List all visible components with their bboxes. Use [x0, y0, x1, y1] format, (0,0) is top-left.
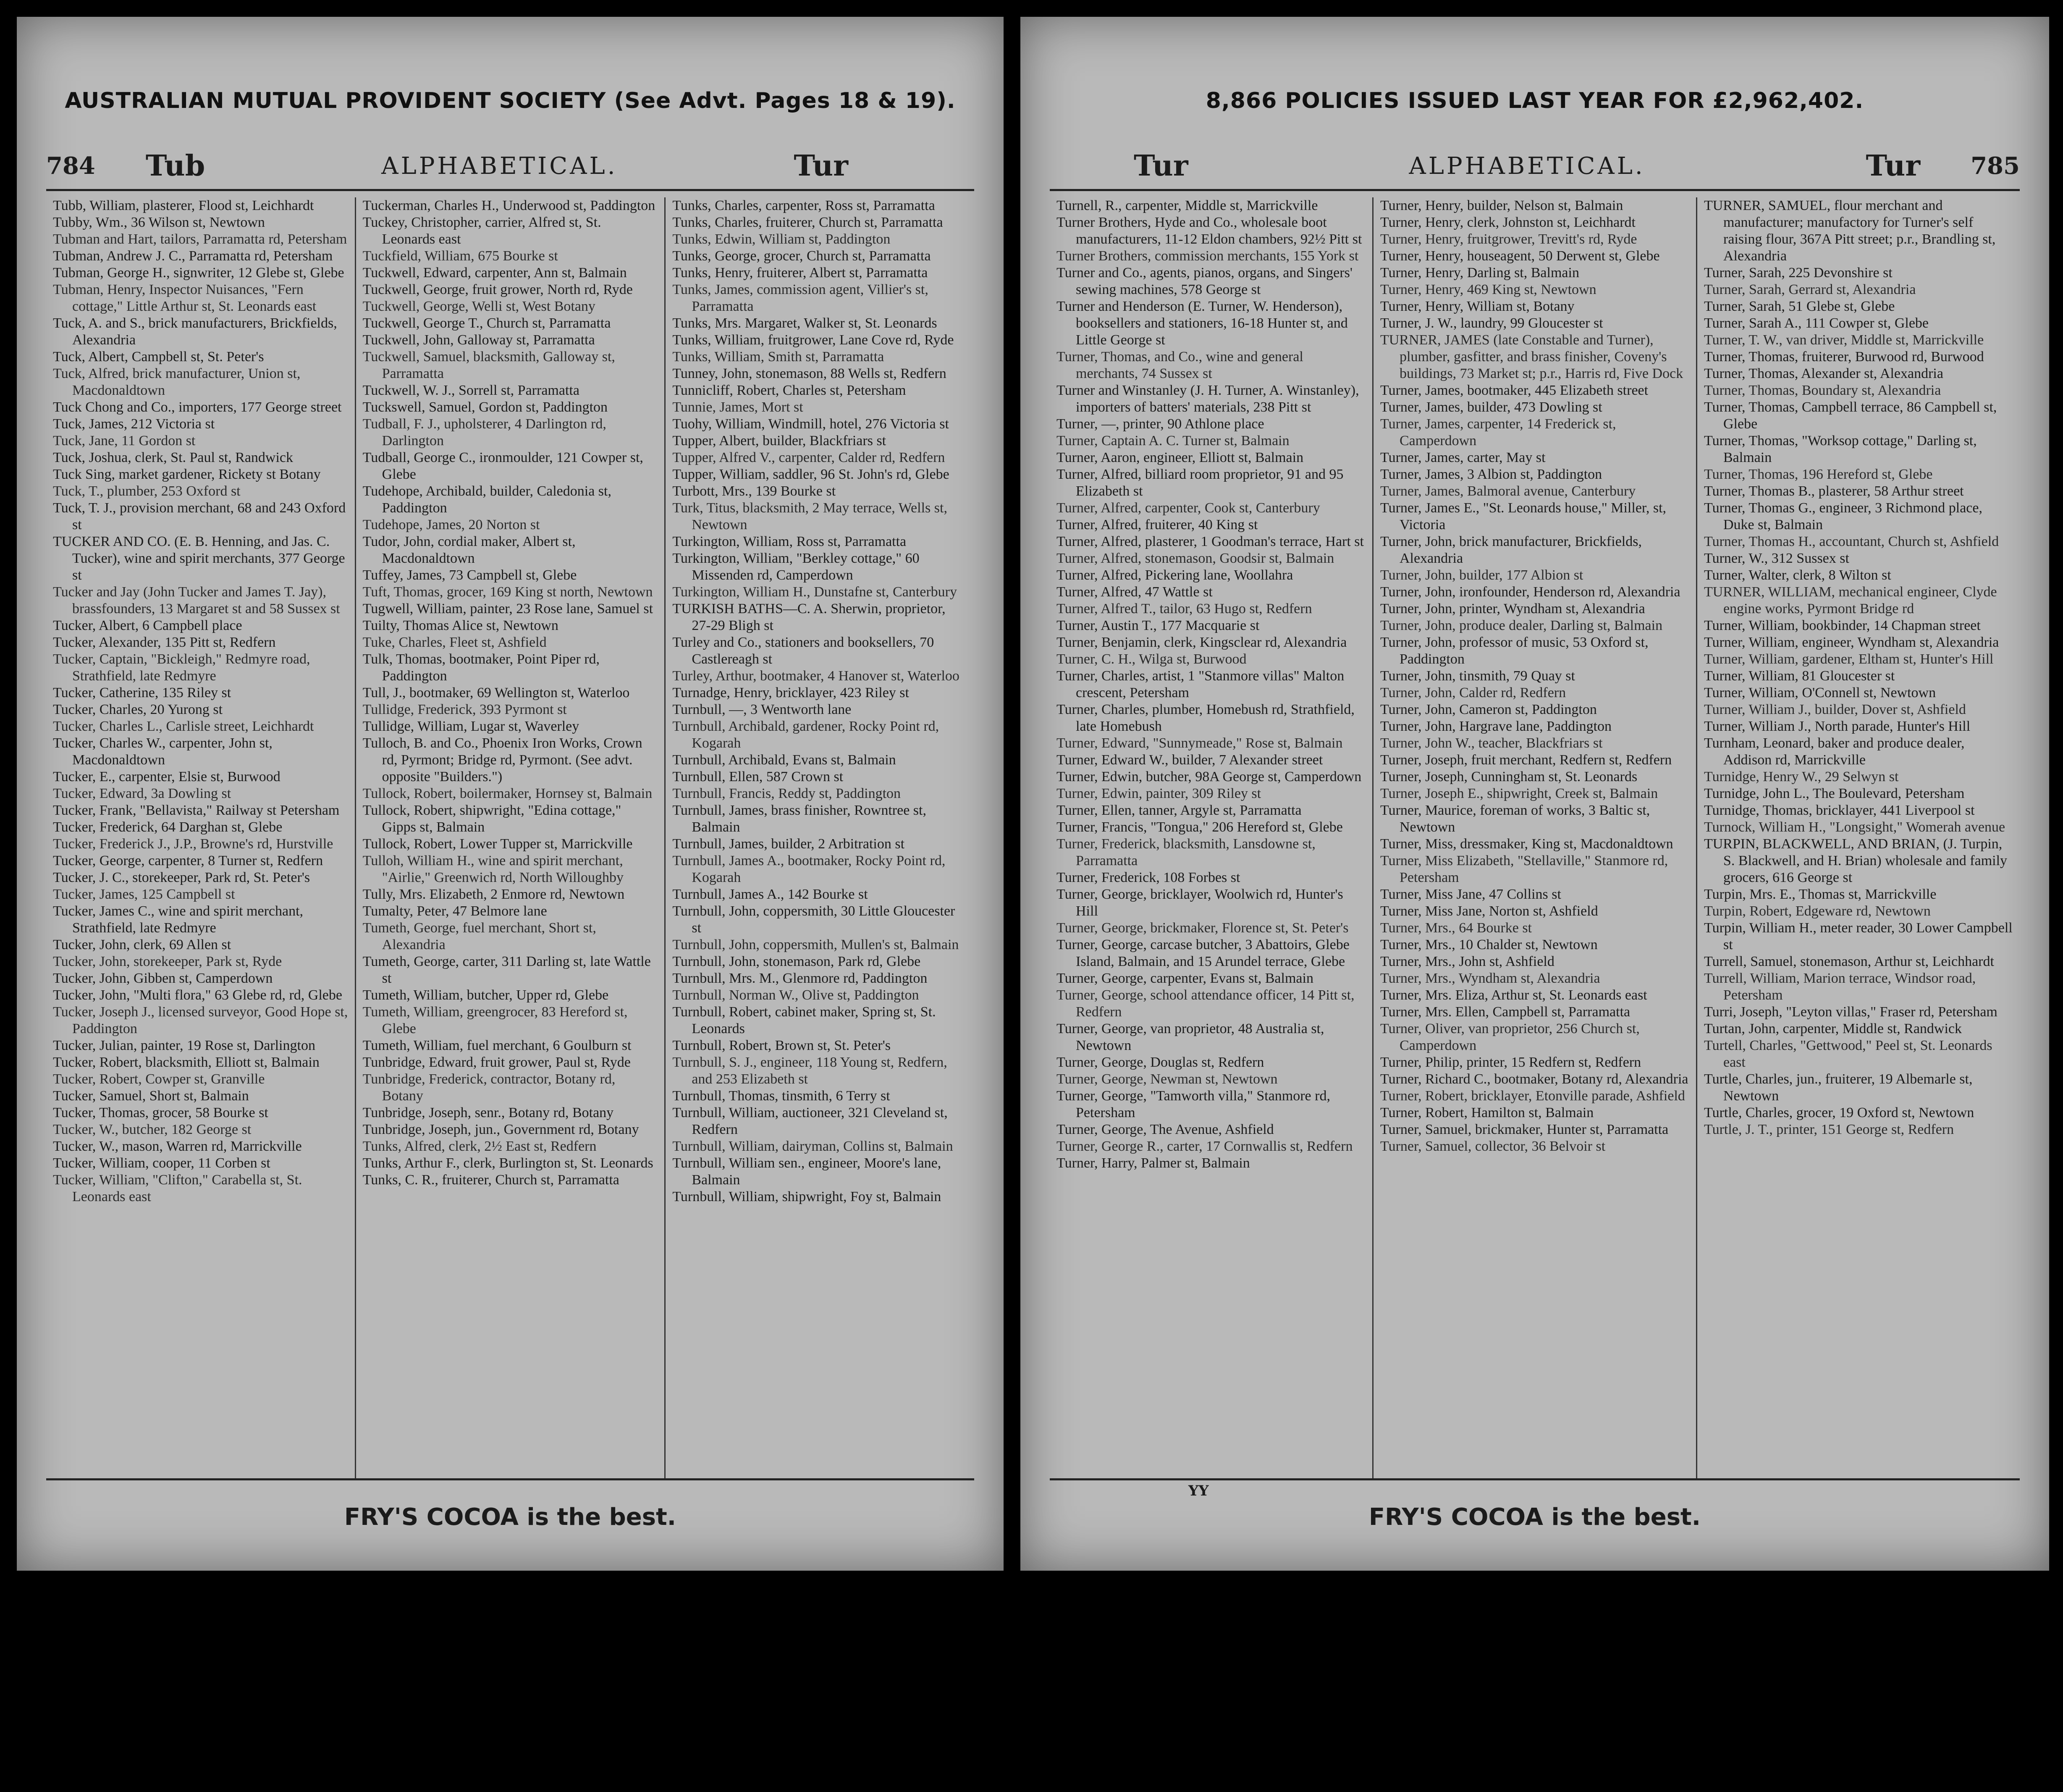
directory-entry: Turner, George, school attendance officer, 14 Pitt st, Redfern: [1056, 987, 1355, 1020]
left-page-number: 784: [46, 152, 95, 180]
directory-entry: Turnidge, Henry W., 29 Selwyn st: [1704, 769, 1899, 784]
directory-entry: Turner, William J., North parade, Hunter's Hill: [1704, 719, 1971, 734]
directory-entry: Turner, W., 312 Sussex st: [1704, 551, 1849, 566]
directory-entry: Turner, J. W., laundry, 99 Gloucester st: [1380, 315, 1603, 331]
directory-entry: Tubman, Andrew J. C., Parramatta rd, Petersham: [53, 248, 333, 264]
directory-entry: Tucker, Joseph J., licensed surveyor, Good Hope st, Paddington: [53, 1004, 348, 1036]
directory-entry: Tully, Mrs. Elizabeth, 2 Enmore rd, Newtown: [362, 887, 625, 902]
directory-entry: Tulloch, B. and Co., Phoenix Iron Works, Crown rd, Pyrmont; Bridge rd, Pyrmont. (See advt. opposite "Builders."): [362, 735, 642, 784]
directory-entry: Turner, John, tinsmith, 79 Quay st: [1380, 668, 1575, 684]
directory-entry: Tudball, George C., ironmoulder, 121 Cowper st, Glebe: [362, 450, 643, 482]
directory-entry: TURKISH BATHS—C. A. Sherwin, proprietor, 27-29 Bligh st: [672, 601, 946, 633]
left-catchword-last: Tur: [794, 149, 848, 183]
directory-entry: Tunks, Arthur F., clerk, Burlington st, St. Leonards: [362, 1155, 653, 1171]
directory-entry: Tudball, F. J., upholsterer, 4 Darlington rd, Darlington: [362, 416, 606, 449]
directory-entry: Turri, Joseph, "Leyton villas," Fraser rd, Petersham: [1704, 1004, 1997, 1020]
directory-entry: Turner, George R., carter, 17 Cornwallis st, Redfern: [1056, 1139, 1353, 1154]
directory-entry: Turner, Captain A. C. Turner st, Balmain: [1056, 433, 1290, 449]
directory-entry: Turner, C. H., Wilga st, Burwood: [1056, 651, 1247, 667]
directory-entry: Turner, Philip, printer, 15 Redfern st, Redfern: [1380, 1055, 1641, 1070]
directory-entry: Turner, Mrs. Eliza, Arthur st, St. Leonards east: [1380, 987, 1647, 1003]
directory-entry: Tullock, Robert, boilermaker, Hornsey st, Balmain: [362, 786, 653, 801]
directory-entry: Tunks, C. R., fruiterer, Church st, Parramatta: [362, 1172, 619, 1188]
directory-entry: TUCKER AND CO. (E. B. Henning, and Jas. C. Tucker), wine and spirit merchants, 377 George st: [53, 534, 345, 583]
directory-entry: Turner, Miss Jane, Norton st, Ashfield: [1380, 903, 1598, 919]
left-running-head: [46, 143, 974, 191]
directory-entry: Tunbridge, Joseph, senr., Botany rd, Botany: [362, 1105, 614, 1120]
directory-entry: Turner, John, builder, 177 Albion st: [1380, 567, 1583, 583]
directory-entry: Turner, James, builder, 473 Dowling st: [1380, 399, 1602, 415]
directory-entry: Tuilty, Thomas Alice st, Newtown: [362, 618, 558, 633]
directory-entry: Tuckwell, W. J., Sorrell st, Parramatta: [362, 383, 579, 398]
directory-entry: Turner, Joseph, Cunningham st, St. Leonards: [1380, 769, 1638, 784]
directory-entry: Tucker, Alexander, 135 Pitt st, Redfern: [53, 635, 276, 650]
directory-entry: Tunks, Charles, fruiterer, Church st, Parramatta: [672, 215, 943, 230]
directory-entry: Turner, George, Douglas st, Redfern: [1056, 1055, 1264, 1070]
right-column-1: [1050, 197, 1372, 1478]
right-running-head: [1050, 143, 2020, 191]
directory-entry: Turner, Sarah, 51 Glebe st, Glebe: [1704, 299, 1895, 314]
directory-entry: Tucker, Robert, Cowper st, Granville: [53, 1071, 265, 1087]
directory-entry: Tunks, William, Smith st, Parramatta: [672, 349, 884, 365]
directory-entry: Tuck Sing, market gardener, Rickety st Botany: [53, 467, 321, 482]
directory-entry: Turner, Mrs., Wyndham st, Alexandria: [1380, 971, 1600, 986]
directory-entry: Turnbull, James, builder, 2 Arbitration st: [672, 836, 905, 852]
directory-entry: Turner, William, O'Connell st, Newtown: [1704, 685, 1936, 701]
directory-entry: TURNER, WILLIAM, mechanical engineer, Clyde engine works, Pyrmont Bridge rd: [1704, 584, 1997, 617]
left-section-title: ALPHABETICAL.: [381, 152, 618, 180]
directory-entry: Turner, Frederick, 108 Forbes st: [1056, 870, 1240, 885]
directory-entry: Turnbull, —, 3 Wentworth lane: [672, 702, 852, 717]
directory-entry: Tulloh, William H., wine and spirit merchant, "Airlie," Greenwich rd, North Willoughby: [362, 853, 624, 885]
directory-entry: Turner, John W., teacher, Blackfriars st: [1380, 735, 1603, 751]
directory-entry: Turner, Henry, fruitgrower, Trevitt's rd, Ryde: [1380, 231, 1637, 247]
directory-entry: Tucker, Charles W., carpenter, John st, Macdonaldtown: [53, 735, 273, 768]
directory-entry: Turner, Henry, clerk, Johnston st, Leichhardt: [1380, 215, 1636, 230]
directory-entry: Tucker, James C., wine and spirit merchant, Strathfield, late Redmyre: [53, 903, 304, 936]
directory-entry: Turner, George, brickmaker, Florence st, St. Peter's: [1056, 920, 1349, 936]
directory-entry: Turner, Francis, "Tongua," 206 Hereford st, Glebe: [1056, 819, 1343, 835]
directory-entry: Tucker, Robert, blacksmith, Elliott st, Balmain: [53, 1055, 320, 1070]
directory-entry: Tucker, Frederick J., J.P., Browne's rd, Hurstville: [53, 836, 333, 852]
directory-entry: Tunks, Alfred, clerk, 2½ East st, Redfern: [362, 1139, 597, 1154]
directory-entry: Turner, Mrs., 10 Chalder st, Newtown: [1380, 937, 1598, 952]
directory-entry: Tull, J., bootmaker, 69 Wellington st, Waterloo: [362, 685, 630, 701]
directory-entry: Turner, Joseph, fruit merchant, Redfern st, Redfern: [1380, 752, 1672, 768]
right-column-3: [1696, 197, 2020, 1478]
directory-entry: Tupper, Alfred V., carpenter, Calder rd, Redfern: [672, 450, 945, 465]
directory-entry: Turley and Co., stationers and booksellers, 70 Castlereagh st: [672, 635, 934, 667]
directory-entry: Turner, Frederick, blacksmith, Lansdowne st, Parramatta: [1056, 836, 1316, 868]
left-catchword-first: Tub: [145, 149, 205, 183]
directory-entry: Tuckwell, Edward, carpenter, Ann st, Balmain: [362, 265, 627, 281]
directory-entry: TURNER, SAMUEL, flour merchant and manufacturer; manufactory for Turner's self raising flour, 367A Pitt street; p.r., Brandling st, Alexandria: [1704, 198, 1996, 264]
directory-entry: Tudehope, Archibald, builder, Caledonia st, Paddington: [362, 483, 611, 516]
directory-entry: Tumeth, George, fuel merchant, Short st, Alexandria: [362, 920, 596, 952]
right-column-2: [1372, 197, 1696, 1478]
directory-entry: Turner, George, carpenter, Evans st, Balmain: [1056, 971, 1313, 986]
directory-entry: Tunbridge, Joseph, jun., Government rd, Botany: [362, 1122, 639, 1137]
directory-entry: Turner, Miss, dressmaker, King st, Macdonaldtown: [1380, 836, 1673, 852]
directory-entry: Turner, Austin T., 177 Macquarie st: [1056, 618, 1260, 633]
directory-entry: Turner, Mrs. Ellen, Campbell st, Parramatta: [1380, 1004, 1630, 1020]
directory-entry: Turner, Alfred, Pickering lane, Woollahra: [1056, 567, 1293, 583]
directory-entry: Turner, Thomas, Alexander st, Alexandria: [1704, 366, 1943, 381]
directory-entry: Turner, George, carcase butcher, 3 Abattoirs, Glebe Island, Balmain, and 15 Arundel terrace, Glebe: [1056, 937, 1350, 969]
directory-entry: Turnbull, James, brass finisher, Rowntree st, Balmain: [672, 803, 926, 835]
directory-entry: Tupper, William, saddler, 96 St. John's rd, Glebe: [672, 467, 949, 482]
directory-entry: Turner, John, Hargrave lane, Paddington: [1380, 719, 1612, 734]
directory-entry: Turner, George, Newman st, Newtown: [1056, 1071, 1278, 1087]
directory-entry: Turner, James, 3 Albion st, Paddington: [1380, 467, 1602, 482]
directory-entry: Tullidge, Frederick, 393 Pyrmont st: [362, 702, 567, 717]
directory-entry: Tuckey, Christopher, carrier, Alfred st, St. Leonards east: [362, 215, 601, 247]
directory-entry: Turk, Titus, blacksmith, 2 May terrace, Wells st, Newtown: [672, 500, 947, 533]
directory-entry: Turner, Walter, clerk, 8 Wilton st: [1704, 567, 1891, 583]
directory-entry: Turner, Alfred, plasterer, 1 Goodman's terrace, Hart st: [1056, 534, 1364, 549]
directory-entry: Tunbridge, Edward, fruit grower, Paul st, Ryde: [362, 1055, 631, 1070]
directory-entry: Turner, James E., "St. Leonards house," Miller, st, Victoria: [1380, 500, 1667, 533]
directory-entry: Turner, Mrs., John st, Ashfield: [1380, 954, 1554, 969]
directory-entry: Tuke, Charles, Fleet st, Ashfield: [362, 635, 547, 650]
directory-entry: Tuck, Jane, 11 Gordon st: [53, 433, 196, 449]
left-page: [17, 17, 1004, 1571]
directory-entry: Tucker, John, "Multi flora," 63 Glebe rd, rd, Glebe: [53, 987, 342, 1003]
left-columns: [46, 197, 974, 1480]
directory-entry: Tucker, W., mason, Warren rd, Marrickville: [53, 1139, 302, 1154]
directory-entry: Turner, Thomas, "Worksop cottage," Darling st, Balmain: [1704, 433, 1977, 465]
directory-entry: Tuck, Joshua, clerk, St. Paul st, Randwick: [53, 450, 294, 465]
right-page-number: 785: [1971, 152, 2020, 180]
directory-entry: Turner, Thomas, 196 Hereford st, Glebe: [1704, 467, 1933, 482]
directory-entry: Tucker and Jay (John Tucker and James T. Jay), brassfounders, 13 Margaret st and 58 Sussex st: [53, 584, 340, 617]
directory-entry: Tunnie, James, Mort st: [672, 399, 803, 415]
directory-entry: Turner, Benjamin, clerk, Kingsclear rd, Alexandria: [1056, 635, 1347, 650]
directory-entry: Tucker, Charles L., Carlisle street, Leichhardt: [53, 719, 314, 734]
directory-entry: Tuckfield, William, 675 Bourke st: [362, 248, 558, 264]
directory-entry: Turner, Thomas, fruiterer, Burwood rd, Burwood: [1704, 349, 1984, 365]
directory-entry: Turrell, Samuel, stonemason, Arthur st, Leichhardt: [1704, 954, 1994, 969]
directory-entry: Tucker, J. C., storekeeper, Park rd, St. Peter's: [53, 870, 310, 885]
directory-entry: Tunnicliff, Robert, Charles st, Petersham: [672, 383, 906, 398]
directory-entry: Turnbull, Thomas, tinsmith, 6 Terry st: [672, 1088, 890, 1104]
directory-entry: Turnbull, S. J., engineer, 118 Young st, Redfern, and 253 Elizabeth st: [672, 1055, 947, 1087]
right-banner: 8,866 POLICIES ISSUED LAST YEAR FOR £2,962,402.: [1206, 88, 1864, 113]
directory-entry: Turtan, John, carpenter, Middle st, Randwick: [1704, 1021, 1962, 1036]
directory-entry: Turnbull, Francis, Reddy st, Paddington: [672, 786, 901, 801]
directory-entry: Turner, John, professor of music, 53 Oxford st, Paddington: [1380, 635, 1649, 667]
directory-entry: Turner, Edward, "Sunnymeade," Rose st, Balmain: [1056, 735, 1343, 751]
directory-entry: Turner Brothers, Hyde and Co., wholesale boot manufacturers, 11-12 Eldon chambers, 92½ Pitt st: [1056, 215, 1362, 247]
directory-entry: Turnadge, Henry, bricklayer, 423 Riley st: [672, 685, 909, 701]
directory-entry: Turner, John, Cameron st, Paddington: [1380, 702, 1597, 717]
directory-entry: Turnbull, William, auctioneer, 321 Cleveland st, Redfern: [672, 1105, 948, 1137]
right-catchword-last: Tur: [1866, 149, 1921, 183]
left-banner: AUSTRALIAN MUTUAL PROVIDENT SOCIETY (See Advt. Pages 18 & 19).: [65, 88, 956, 113]
directory-entry: Tuck, T. J., provision merchant, 68 and 243 Oxford st: [53, 500, 346, 533]
directory-entry: Tumeth, William, greengrocer, 83 Hereford st, Glebe: [362, 1004, 628, 1036]
directory-entry: Tubman, George H., signwriter, 12 Glebe st, Glebe: [53, 265, 344, 281]
directory-entry: Tunney, John, stonemason, 88 Wells st, Redfern: [672, 366, 946, 381]
directory-entry: Turner, Thomas, and Co., wine and general merchants, 74 Sussex st: [1056, 349, 1303, 381]
directory-entry: Tulk, Thomas, bootmaker, Point Piper rd, Paddington: [362, 651, 600, 684]
directory-entry: Tucker, William, cooper, 11 Corben st: [53, 1155, 270, 1171]
right-catchword-first: Tur: [1134, 149, 1188, 183]
directory-entry: Tunks, Henry, fruiterer, Albert st, Parramatta: [672, 265, 928, 281]
directory-entry: Tucker, Catherine, 135 Riley st: [53, 685, 231, 701]
left-column-1: [46, 197, 355, 1478]
directory-entry: Turner, Edwin, butcher, 98A George st, Camperdown: [1056, 769, 1362, 784]
directory-entry: Tucker, John, Gibben st, Camperdown: [53, 971, 273, 986]
directory-entry: Turner, William, gardener, Eltham st, Hunter's Hill: [1704, 651, 1994, 667]
directory-entry: Tuckswell, Samuel, Gordon st, Paddington: [362, 399, 608, 415]
directory-entry: Tuck, Alfred, brick manufacturer, Union st, Macdonaldtown: [53, 366, 301, 398]
directory-entry: Tuffey, James, 73 Campbell st, Glebe: [362, 567, 577, 583]
directory-entry: Tucker, E., carpenter, Elsie st, Burwood: [53, 769, 280, 784]
directory-entry: Turner, Maurice, foreman of works, 3 Baltic st, Newtown: [1380, 803, 1650, 835]
directory-entry: Turner, George, "Tamworth villa," Stanmore rd, Petersham: [1056, 1088, 1330, 1120]
directory-entry: Turner, Sarah, 225 Devonshire st: [1704, 265, 1893, 281]
directory-entry: Tucker, James, 125 Campbell st: [53, 887, 235, 902]
directory-entry: Tumeth, George, carter, 311 Darling st, late Wattle st: [362, 954, 651, 986]
right-section-title: ALPHABETICAL.: [1409, 152, 1645, 180]
directory-entry: Turnbull, William, shipwright, Foy st, Balmain: [672, 1189, 941, 1204]
directory-entry: Turnock, William H., "Longsight," Womerah avenue: [1704, 819, 2005, 835]
directory-entry: Turnbull, James A., bootmaker, Rocky Point rd, Kogarah: [672, 853, 946, 885]
directory-entry: Tunks, Charles, carpenter, Ross st, Parramatta: [672, 198, 935, 213]
directory-entry: Turnbull, Mrs. M., Glenmore rd, Paddington: [672, 971, 928, 986]
directory-entry: Tunbridge, Frederick, contractor, Botany rd, Botany: [362, 1071, 616, 1104]
directory-entry: Tunks, Edwin, William st, Paddington: [672, 231, 891, 247]
directory-entry: Turner, Samuel, brickmaker, Hunter st, Parramatta: [1380, 1122, 1669, 1137]
directory-entry: Turner, Joseph E., shipwright, Creek st, Balmain: [1380, 786, 1658, 801]
directory-entry: Turner, Sarah A., 111 Cowper st, Glebe: [1704, 315, 1929, 331]
directory-entry: Tunks, George, grocer, Church st, Parramatta: [672, 248, 931, 264]
directory-entry: Turner, William, 81 Gloucester st: [1704, 668, 1895, 684]
directory-entry: Turner, Ellen, tanner, Argyle st, Parramatta: [1056, 803, 1302, 818]
directory-entry: Turner, Edward W., builder, 7 Alexander street: [1056, 752, 1323, 768]
directory-entry: Tudor, John, cordial maker, Albert st, Macdonaldtown: [362, 534, 576, 566]
directory-entry: Turnbull, Robert, Brown st, St. Peter's: [672, 1038, 891, 1053]
directory-entry: Tuck, James, 212 Victoria st: [53, 416, 215, 432]
directory-entry: TURPIN, BLACKWELL, AND BRIAN, (J. Turpin, S. Blackwell, and H. Brian) wholesale and family grocers, 616 George st: [1704, 836, 2008, 885]
directory-entry: Tumeth, William, butcher, Upper rd, Glebe: [362, 987, 609, 1003]
left-column-3: [664, 197, 974, 1478]
directory-entry: Tucker, Thomas, grocer, 58 Bourke st: [53, 1105, 268, 1120]
directory-entry: Turner, George, van proprietor, 48 Australia st, Newtown: [1056, 1021, 1324, 1053]
directory-entry: Turner, William J., builder, Dover st, Ashfield: [1704, 702, 1966, 717]
directory-entry: Turner, Henry, houseagent, 50 Derwent st, Glebe: [1380, 248, 1660, 264]
directory-entry: Turnham, Leonard, baker and produce dealer, Addison rd, Marrickville: [1704, 735, 1965, 768]
directory-entry: Tumeth, William, fuel merchant, 6 Goulburn st: [362, 1038, 632, 1053]
directory-entry: Turnell, R., carpenter, Middle st, Marrickville: [1056, 198, 1318, 213]
directory-entry: Turner, John, ironfounder, Henderson rd, Alexandria: [1380, 584, 1680, 600]
directory-entry: Turner, James, carter, May st: [1380, 450, 1546, 465]
directory-entry: Turtle, J. T., printer, 151 George st, Redfern: [1704, 1122, 1954, 1137]
right-columns: [1050, 197, 2020, 1480]
directory-entry: Tubman and Hart, tailors, Parramatta rd, Petersham: [53, 231, 347, 247]
directory-entry: Turnbull, Norman W., Olive st, Paddington: [672, 987, 919, 1003]
directory-entry: Turnbull, William, dairyman, Collins st, Balmain: [672, 1139, 953, 1154]
directory-entry: Tucker, Charles, 20 Yurong st: [53, 702, 223, 717]
directory-entry: Turner, Charles, artist, 1 "Stanmore villas" Malton crescent, Petersham: [1056, 668, 1345, 701]
directory-entry: Turnidge, Thomas, bricklayer, 441 Liverpool st: [1704, 803, 1975, 818]
directory-entry: Turner, Henry, William st, Botany: [1380, 299, 1575, 314]
directory-entry: Tucker, Frederick, 64 Darghan st, Glebe: [53, 819, 283, 835]
directory-entry: Turner, Robert, bricklayer, Etonville parade, Ashfield: [1380, 1088, 1685, 1104]
directory-entry: Turner, John, produce dealer, Darling st, Balmain: [1380, 618, 1663, 633]
directory-entry: Tupper, Albert, builder, Blackfriars st: [672, 433, 886, 449]
directory-entry: Turtle, Charles, grocer, 19 Oxford st, Newtown: [1704, 1105, 1974, 1120]
directory-entry: Tullock, Robert, shipwright, "Edina cottage," Gipps st, Balmain: [362, 803, 621, 835]
directory-entry: Turner, Thomas, Campbell terrace, 86 Campbell st, Glebe: [1704, 399, 1997, 432]
directory-entry: Turnbull, William sen., engineer, Moore's lane, Balmain: [672, 1155, 941, 1188]
directory-entry: Turner, Oliver, van proprietor, 256 Church st, Camperdown: [1380, 1021, 1640, 1053]
right-footer-ad: FRY'S COCOA is the best.: [1368, 1503, 1701, 1531]
directory-entry: Turner, John, printer, Wyndham st, Alexandria: [1380, 601, 1645, 617]
directory-entry: Tuck, Albert, Campbell st, St. Peter's: [53, 349, 264, 365]
directory-entry: Tunks, James, commission agent, Villier's st, Parramatta: [672, 282, 928, 314]
directory-entry: Tuft, Thomas, grocer, 169 King st north, Newtown: [362, 584, 653, 600]
directory-entry: Tucker, Samuel, Short st, Balmain: [53, 1088, 249, 1104]
directory-entry: Turner, Alfred, billiard room proprietor, 91 and 95 Elizabeth st: [1056, 467, 1344, 499]
directory-entry: Tucker, John, clerk, 69 Allen st: [53, 937, 231, 952]
directory-entry: Turner, George, The Avenue, Ashfield: [1056, 1122, 1274, 1137]
directory-entry: Turner, Thomas G., engineer, 3 Richmond place, Duke st, Balmain: [1704, 500, 1982, 533]
directory-entry: TURNER, JAMES (late Constable and Turner), plumber, gasfitter, and brass finisher, Coveny's buildings, 73 Market st; p.r., Harris rd, Five Dock: [1380, 332, 1683, 381]
directory-entry: Turner and Winstanley (J. H. Turner, A. Winstanley), importers of batters' materials, 238 Pitt st: [1056, 383, 1359, 415]
directory-entry: Tucker, Frank, "Bellavista," Railway st Petersham: [53, 803, 340, 818]
directory-entry: Tucker, Captain, "Bickleigh," Redmyre road, Strathfield, late Redmyre: [53, 651, 310, 684]
directory-entry: Turner, Alfred, fruiterer, 40 King st: [1056, 517, 1258, 533]
directory-entry: Turner, Thomas, Boundary st, Alexandria: [1704, 383, 1941, 398]
directory-entry: Turtell, Charles, "Gettwood," Peel st, St. Leonards east: [1704, 1038, 1992, 1070]
directory-entry: Tucker, William, "Clifton," Carabella st, St. Leonards east: [53, 1172, 302, 1204]
directory-entry: Tubb, William, plasterer, Flood st, Leichhardt: [53, 198, 314, 213]
directory-entry: Tudehope, James, 20 Norton st: [362, 517, 540, 533]
directory-entry: Turner, Harry, Palmer st, Balmain: [1056, 1155, 1250, 1171]
directory-entry: Tuckwell, George, fruit grower, North rd, Ryde: [362, 282, 633, 297]
directory-entry: Turner, Henry, builder, Nelson st, Balmain: [1380, 198, 1623, 213]
directory-entry: Turner, John, brick manufacturer, Brickfields, Alexandria: [1380, 534, 1642, 566]
directory-entry: Turner, James, bootmaker, 445 Elizabeth street: [1380, 383, 1649, 398]
directory-entry: Turnbull, Ellen, 587 Crown st: [672, 769, 844, 784]
directory-entry: Tuckwell, George T., Church st, Parramatta: [362, 315, 611, 331]
directory-entry: Turtle, Charles, jun., fruiterer, 19 Albemarle st, Newtown: [1704, 1071, 1973, 1104]
signature-mark: YY: [1188, 1482, 1209, 1499]
directory-entry: Turnbull, John, coppersmith, Mullen's st, Balmain: [672, 937, 959, 952]
directory-entry: Tuckwell, George, Welli st, West Botany: [362, 299, 595, 314]
directory-entry: Turner, Mrs., 64 Bourke st: [1380, 920, 1532, 936]
directory-entry: Turnbull, Robert, cabinet maker, Spring st, St. Leonards: [672, 1004, 936, 1036]
directory-entry: Turner, Alfred, stonemason, Goodsir st, Balmain: [1056, 551, 1334, 566]
directory-entry: Turner, Miss Jane, 47 Collins st: [1380, 887, 1561, 902]
directory-entry: Turnbull, Archibald, Evans st, Balmain: [672, 752, 896, 768]
directory-entry: Tuohy, William, Windmill, hotel, 276 Victoria st: [672, 416, 949, 432]
directory-entry: Tullidge, William, Lugar st, Waverley: [362, 719, 579, 734]
directory-entry: Turner, Miss Elizabeth, "Stellaville," Stanmore rd, Petersham: [1380, 853, 1668, 885]
directory-entry: Turpin, Robert, Edgeware rd, Newtown: [1704, 903, 1931, 919]
directory-entry: Tuck Chong and Co., importers, 177 George street: [53, 399, 342, 415]
directory-entry: Turkington, William H., Dunstafne st, Canterbury: [672, 584, 957, 600]
directory-entry: Tunks, William, fruitgrower, Lane Cove rd, Ryde: [672, 332, 954, 348]
directory-entry: Turner, Henry, Darling st, Balmain: [1380, 265, 1579, 281]
directory-entry: Turrell, William, Marion terrace, Windsor road, Petersham: [1704, 971, 1976, 1003]
directory-entry: Tubman, Henry, Inspector Nuisances, "Fern cottage," Little Arthur st, St. Leonards east: [53, 282, 317, 314]
directory-entry: Tunks, Mrs. Margaret, Walker st, St. Leonards: [672, 315, 937, 331]
directory-entry: Tucker, Albert, 6 Campbell place: [53, 618, 242, 633]
directory-entry: Turner, Alfred T., tailor, 63 Hugo st, Redfern: [1056, 601, 1312, 617]
directory-entry: Tuckwell, John, Galloway st, Parramatta: [362, 332, 595, 348]
directory-entry: Turner, Henry, 469 King st, Newtown: [1380, 282, 1596, 297]
directory-entry: Tullock, Robert, Lower Tupper st, Marrickville: [362, 836, 633, 852]
directory-entry: Turner and Co., agents, pianos, organs, and Singers' sewing machines, 578 George st: [1056, 265, 1353, 297]
directory-entry: Turner, Robert, Hamilton st, Balmain: [1380, 1105, 1594, 1120]
directory-entry: Turpin, William H., meter reader, 30 Lower Campbell st: [1704, 920, 2013, 952]
directory-entry: Tuckerman, Charles H., Underwood st, Paddington: [362, 198, 655, 213]
directory-entry: Turner and Henderson (E. Turner, W. Henderson), booksellers and stationers, 16-18 Hunter st, and Little George st: [1056, 299, 1348, 348]
directory-entry: Turley, Arthur, bootmaker, 4 Hanover st, Waterloo: [672, 668, 959, 684]
directory-entry: Turner, James, Balmoral avenue, Canterbury: [1380, 483, 1636, 499]
directory-entry: Turner, John, Calder rd, Redfern: [1380, 685, 1566, 701]
left-footer-ad: FRY'S COCOA is the best.: [344, 1503, 676, 1531]
directory-entry: Tuck, T., plumber, 253 Oxford st: [53, 483, 241, 499]
directory-entry: Turner, James, carpenter, 14 Frederick st, Camperdown: [1380, 416, 1616, 449]
directory-entry: Tuckwell, Samuel, blacksmith, Galloway st, Parramatta: [362, 349, 615, 381]
directory-entry: Turner, Charles, plumber, Homebush rd, Strathfield, late Homebush: [1056, 702, 1355, 734]
directory-entry: Tucker, John, storekeeper, Park st, Ryde: [53, 954, 282, 969]
directory-entry: Tubby, Wm., 36 Wilson st, Newtown: [53, 215, 265, 230]
directory-entry: Turner, George, bricklayer, Woolwich rd, Hunter's Hill: [1056, 887, 1343, 919]
directory-entry: Turner Brothers, commission merchants, 155 York st: [1056, 248, 1359, 264]
directory-entry: Turnbull, John, stonemason, Park rd, Glebe: [672, 954, 921, 969]
directory-entry: Tugwell, William, painter, 23 Rose lane, Samuel st: [362, 601, 653, 617]
directory-entry: Turbott, Mrs., 139 Bourke st: [672, 483, 836, 499]
directory-entry: Turner, T. W., van driver, Middle st, Marrickville: [1704, 332, 1984, 348]
directory-entry: Tuck, A. and S., brick manufacturers, Brickfields, Alexandria: [53, 315, 337, 348]
directory-entry: Turner, Alfred, 47 Wattle st: [1056, 584, 1213, 600]
directory-entry: Turner, Alfred, carpenter, Cook st, Canterbury: [1056, 500, 1320, 516]
directory-entry: Turnbull, John, coppersmith, 30 Little Gloucester st: [672, 903, 955, 936]
directory-entry: Tucker, Julian, painter, 19 Rose st, Darlington: [53, 1038, 315, 1053]
directory-entry: Turnbull, James A., 142 Bourke st: [672, 887, 868, 902]
directory-entry: Turner, Thomas B., plasterer, 58 Arthur street: [1704, 483, 1964, 499]
right-page: [1020, 17, 2049, 1571]
directory-entry: Turner, Richard C., bootmaker, Botany rd, Alexandria: [1380, 1071, 1688, 1087]
directory-entry: Turner, Thomas H., accountant, Church st, Ashfield: [1704, 534, 1999, 549]
left-column-2: [355, 197, 665, 1478]
directory-entry: Tumalty, Peter, 47 Belmore lane: [362, 903, 547, 919]
directory-entry: Turner, Samuel, collector, 36 Belvoir st: [1380, 1139, 1606, 1154]
directory-entry: Turner, William, engineer, Wyndham st, Alexandria: [1704, 635, 1999, 650]
directory-entry: Turnbull, Archibald, gardener, Rocky Point rd, Kogarah: [672, 719, 939, 751]
directory-entry: Turner, —, printer, 90 Athlone place: [1056, 416, 1264, 432]
directory-entry: Turkington, William, "Berkley cottage," 60 Missenden rd, Camperdown: [672, 551, 920, 583]
directory-entry: Tucker, W., butcher, 182 George st: [53, 1122, 252, 1137]
directory-entry: Turner, Edwin, painter, 309 Riley st: [1056, 786, 1261, 801]
directory-entry: Turner, Sarah, Gerrard st, Alexandria: [1704, 282, 1916, 297]
directory-entry: Turner, Aaron, engineer, Elliott st, Balmain: [1056, 450, 1304, 465]
directory-entry: Turpin, Mrs. E., Thomas st, Marrickville: [1704, 887, 1937, 902]
directory-entry: Tucker, Edward, 3a Dowling st: [53, 786, 231, 801]
directory-entry: Turnidge, John L., The Boulevard, Petersham: [1704, 786, 1965, 801]
directory-entry: Turner, William, bookbinder, 14 Chapman street: [1704, 618, 1981, 633]
directory-entry: Turkington, William, Ross st, Parramatta: [672, 534, 907, 549]
directory-entry: Tucker, George, carpenter, 8 Turner st, Redfern: [53, 853, 323, 868]
